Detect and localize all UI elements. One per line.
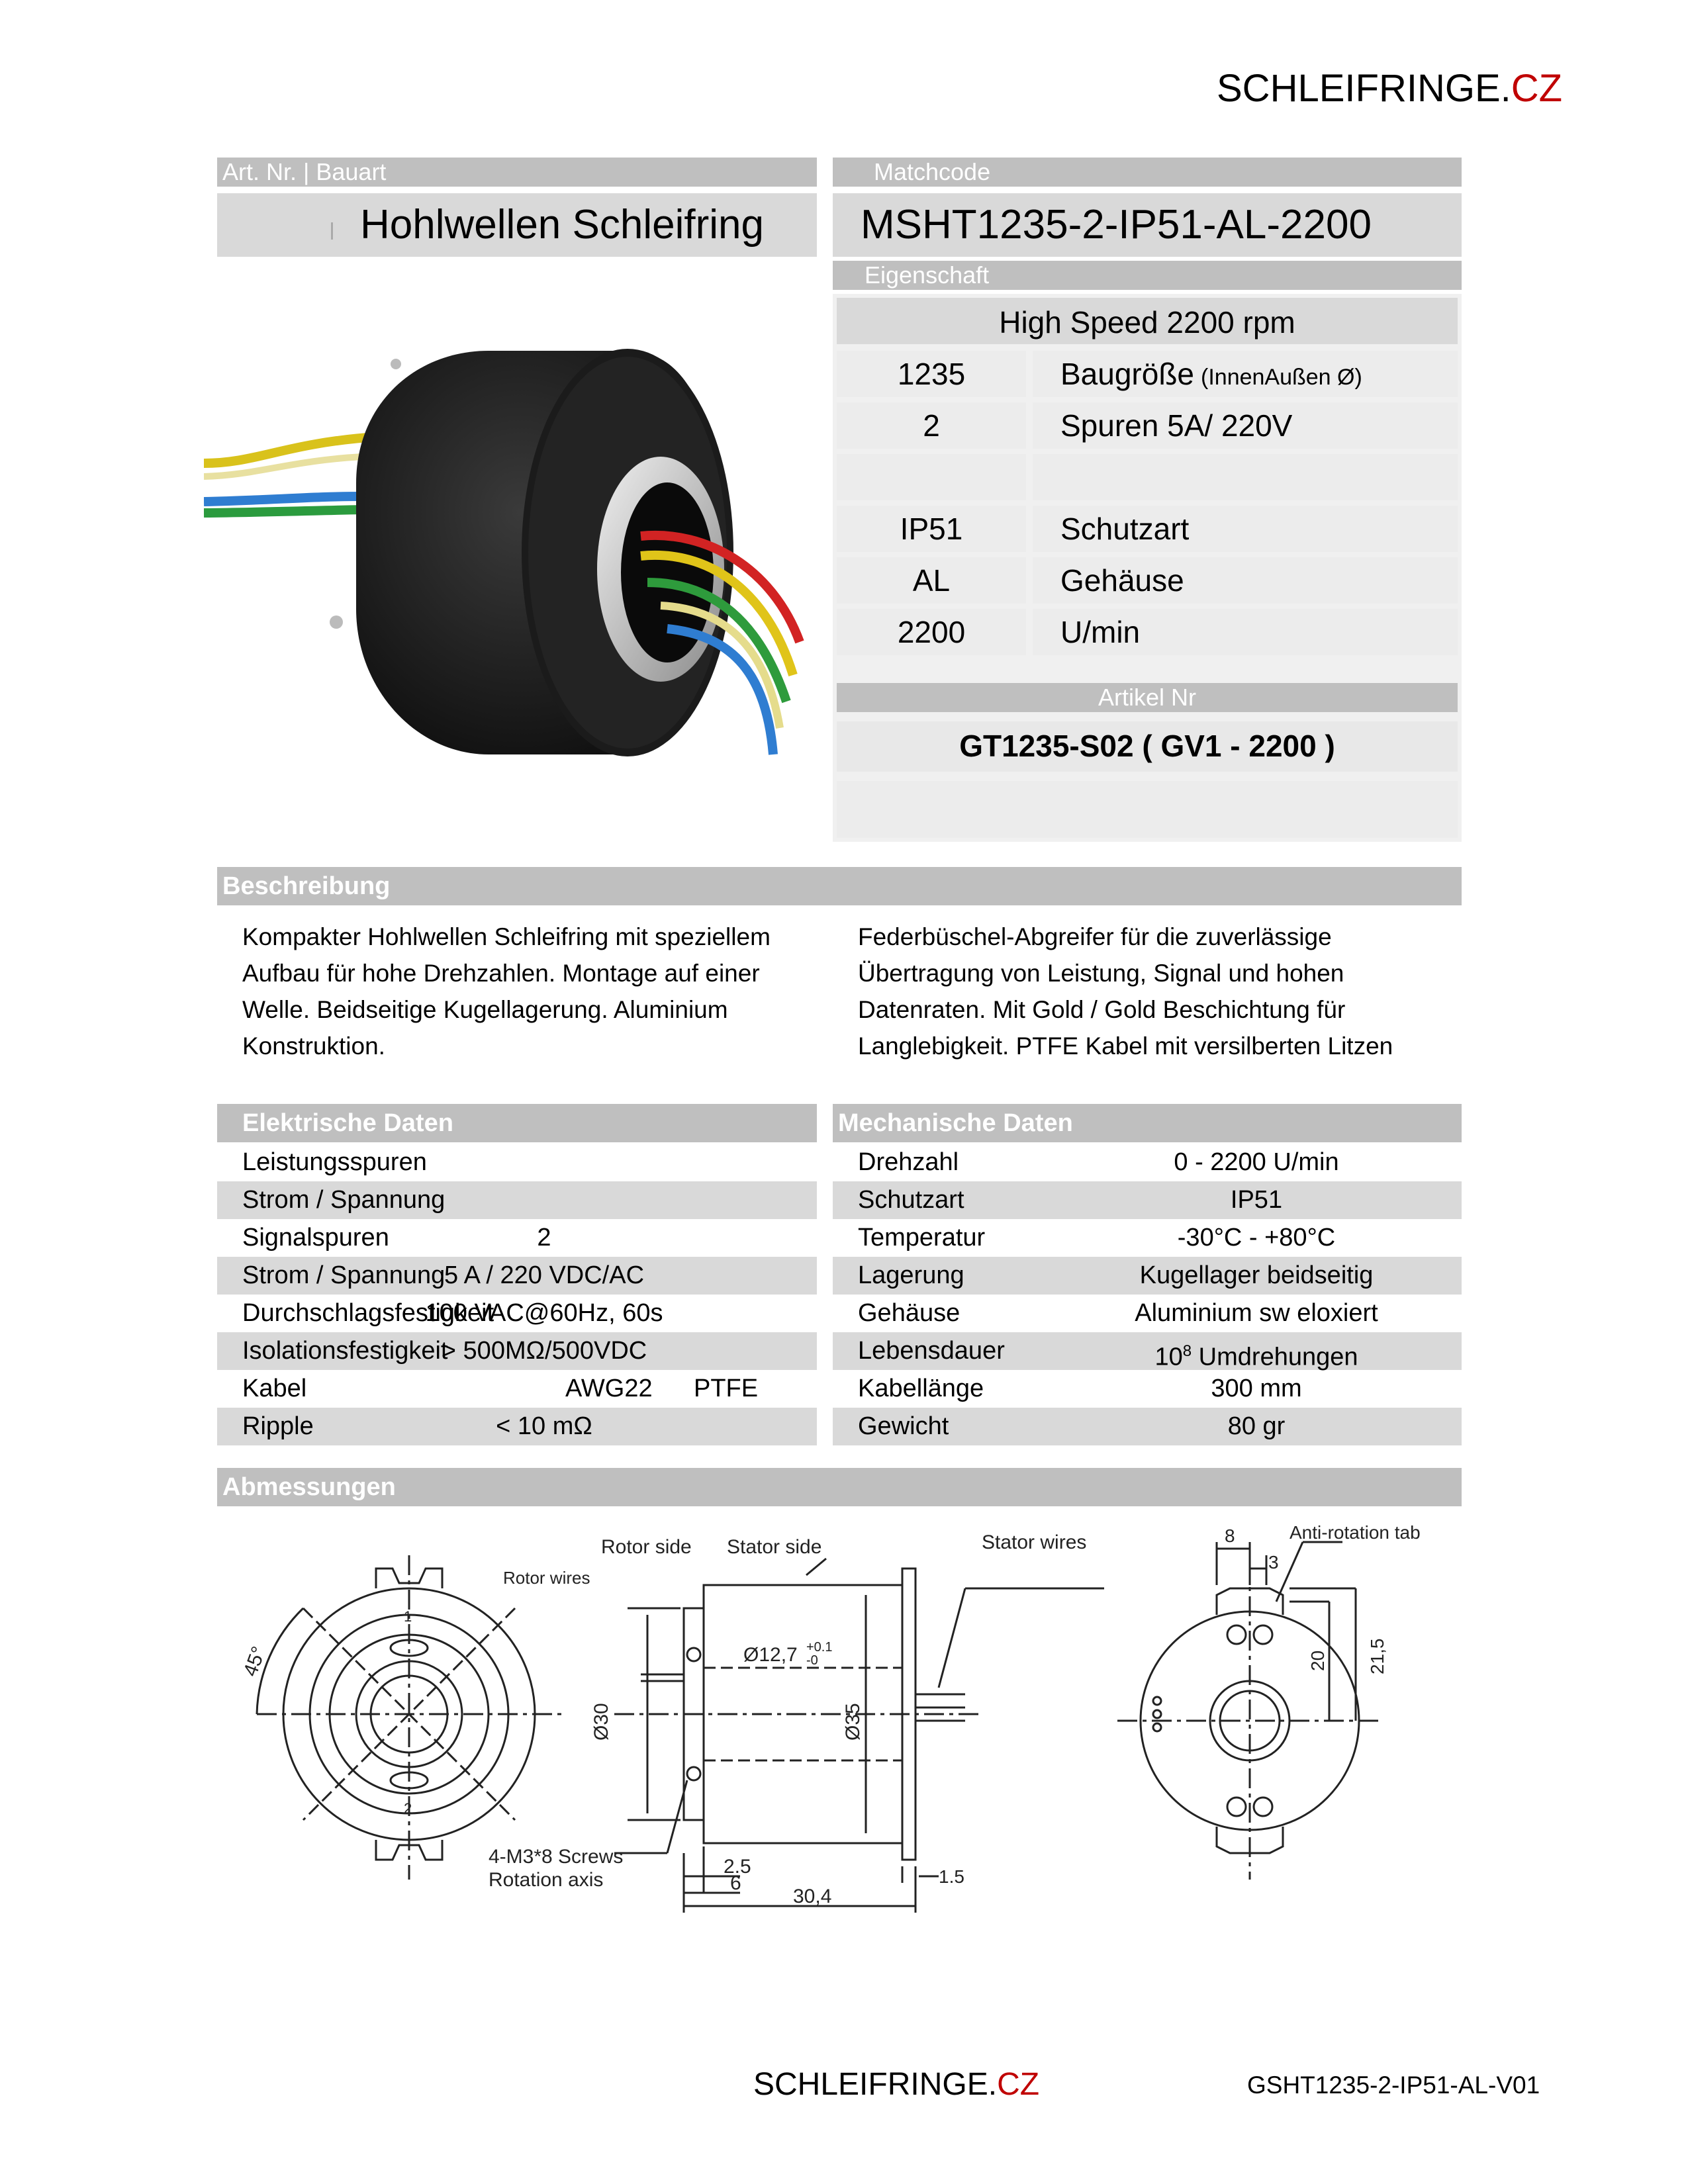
mechanisch-value-text: 80 gr bbox=[1227, 1412, 1286, 1440]
elektrisch-value: 100 VAC@60Hz, 60s bbox=[425, 1299, 663, 1327]
mechanisch-key: Kabellänge bbox=[858, 1375, 984, 1402]
label-anti-rotation: Anti-rotation tab bbox=[1289, 1522, 1421, 1543]
elektrisch-key: Strom / Spannung bbox=[242, 1261, 445, 1289]
elektrisch-row bbox=[217, 1408, 817, 1445]
elektrisch-key: Leistungsspuren bbox=[242, 1148, 427, 1176]
bauart-box bbox=[217, 193, 817, 257]
beschreibung-right bbox=[858, 919, 1393, 1064]
property-code-cell bbox=[837, 557, 1026, 604]
matchcode-label: Matchcode bbox=[874, 158, 991, 185]
label-stator-wires: Stator wires bbox=[982, 1531, 1087, 1553]
product-photo bbox=[204, 331, 820, 781]
property-code: 2 bbox=[923, 408, 940, 443]
property-code: IP51 bbox=[900, 512, 963, 546]
property-label-cell bbox=[1033, 506, 1458, 552]
artikel-label-bar bbox=[837, 683, 1458, 712]
property-code: AL bbox=[912, 563, 951, 598]
label-d12-tol-dn: -0 bbox=[806, 1653, 818, 1668]
property-code-cell bbox=[837, 351, 1026, 397]
property-label-cell bbox=[1033, 609, 1458, 655]
elektrisch-row bbox=[217, 1332, 817, 1370]
mechanisch-value bbox=[1051, 1181, 1462, 1219]
property-note: (InnenAußen Ø) bbox=[1201, 365, 1362, 390]
mechanisch-value-text: 10 bbox=[1154, 1343, 1183, 1371]
mechanisch-value-sup: 8 bbox=[1182, 1342, 1192, 1360]
property-label-cell bbox=[1033, 402, 1458, 449]
mechanisch-value bbox=[1051, 1295, 1462, 1332]
label-dim-21-5: 21,5 bbox=[1367, 1638, 1387, 1674]
mechanisch-key: Temperatur bbox=[858, 1224, 986, 1251]
desc-right-line: Datenraten. Mit Gold / Gold Beschichtung für bbox=[858, 996, 1346, 1023]
mechanisch-row bbox=[833, 1219, 1462, 1257]
artikel-value: GT1235-S02 ( GV1 - 2200 ) bbox=[959, 729, 1335, 763]
label-angle: 45° bbox=[239, 1643, 271, 1680]
property-code-cell bbox=[837, 609, 1026, 655]
label-dim-20: 20 bbox=[1307, 1650, 1328, 1671]
label-d12: Ø12,7 bbox=[743, 1644, 798, 1666]
mechanisch-value-text: -30°C - +80°C bbox=[1177, 1224, 1336, 1251]
property-label-cell bbox=[1033, 351, 1458, 397]
footer-logo-cz: CZ bbox=[997, 2067, 1040, 2102]
label-rotor-wires: Rotor wires bbox=[503, 1568, 590, 1588]
mechanisch-value-text: 0 - 2200 U/min bbox=[1174, 1148, 1339, 1176]
elektrisch-row bbox=[217, 1257, 817, 1295]
product-photo-svg bbox=[204, 331, 820, 781]
eigenschaft-label: Eigenschaft bbox=[865, 261, 990, 289]
mechanisch-value-after: Umdrehungen bbox=[1192, 1343, 1358, 1371]
elektrisch-value: 5 A / 220 VDC/AC bbox=[444, 1261, 645, 1289]
elektrisch-value-2: PTFE bbox=[694, 1375, 759, 1402]
desc-left-line: Konstruktion. bbox=[242, 1032, 385, 1060]
property-label: Gehäuse bbox=[1060, 563, 1184, 598]
elektrisch-row bbox=[217, 1219, 817, 1257]
mechanisch-row bbox=[833, 1295, 1462, 1332]
elektrisch-row bbox=[217, 1370, 817, 1408]
label-dim-1-5: 1.5 bbox=[939, 1866, 964, 1887]
elektrisch-value: 2 bbox=[537, 1224, 551, 1251]
matchcode-value: MSHT1235-2-IP51-AL-2200 bbox=[861, 202, 1372, 248]
speed-headline: High Speed 2200 rpm bbox=[999, 305, 1295, 340]
label-rotor-side: Rotor side bbox=[601, 1536, 692, 1558]
mechanisch-value bbox=[1051, 1144, 1462, 1181]
speed-headline-box bbox=[837, 298, 1458, 344]
elektrisch-key: Isolationsfestigkeit bbox=[242, 1337, 448, 1365]
elektrisch-key: Kabel bbox=[242, 1375, 307, 1402]
artikel-empty-box bbox=[837, 781, 1458, 838]
mechanisch-key: Drehzahl bbox=[858, 1148, 959, 1176]
elektrisch-row bbox=[217, 1295, 817, 1332]
artikel-box bbox=[837, 721, 1458, 772]
beschreibung-bar bbox=[217, 867, 1462, 905]
bauart-divider bbox=[331, 222, 333, 240]
artikel-label: Artikel Nr bbox=[1098, 684, 1196, 711]
desc-left-line: Aufbau für hohe Drehzahlen. Montage auf einer bbox=[242, 960, 760, 987]
property-code-cell bbox=[837, 506, 1026, 552]
elektrisch-row bbox=[217, 1144, 817, 1181]
elektrisch-key: Signalspuren bbox=[242, 1224, 389, 1251]
label-mark-2: 2 bbox=[404, 1800, 412, 1817]
brand-logo-top bbox=[1217, 66, 1562, 111]
mechanisch-value bbox=[1051, 1219, 1462, 1257]
mechanisch-key: Lebensdauer bbox=[858, 1337, 1005, 1365]
elektrisch-title: Elektrische Daten bbox=[242, 1109, 453, 1137]
matchcode-label-bar bbox=[833, 158, 1462, 187]
mechanisch-value-text: Kugellager beidseitig bbox=[1139, 1261, 1374, 1289]
mechanisch-value bbox=[1051, 1257, 1462, 1295]
label-axis: Rotation axis bbox=[489, 1869, 604, 1891]
label-d35: Ø35 bbox=[842, 1703, 864, 1741]
bauart-title: Hohlwellen Schleifring bbox=[360, 202, 764, 248]
desc-right-line: Federbüschel-Abgreifer für die zuverlässige bbox=[858, 923, 1332, 950]
mechanisch-bar bbox=[833, 1104, 1462, 1142]
elektrisch-bar bbox=[217, 1104, 817, 1142]
elektrisch-key: Ripple bbox=[242, 1412, 314, 1440]
mechanisch-row bbox=[833, 1408, 1462, 1445]
mechanisch-value-text: Aluminium sw eloxiert bbox=[1135, 1299, 1378, 1327]
label-dim-8: 8 bbox=[1225, 1525, 1235, 1546]
mechanisch-row bbox=[833, 1181, 1462, 1219]
beschreibung-left bbox=[242, 919, 771, 1064]
desc-right-line: Übertragung von Leistung, Signal und hohen bbox=[858, 960, 1344, 987]
label-stator-side: Stator side bbox=[727, 1536, 822, 1558]
dimension-drawing-svg bbox=[217, 1522, 1462, 1933]
beschreibung-title: Beschreibung bbox=[222, 872, 391, 900]
mechanisch-value-text: IP51 bbox=[1230, 1186, 1283, 1214]
property-label: U/min bbox=[1060, 615, 1141, 649]
property-label-cell bbox=[1033, 454, 1458, 500]
footer-doc-code: GSHT1235-2-IP51-AL-V01 bbox=[1247, 2071, 1540, 2099]
property-label: Schutzart bbox=[1060, 512, 1190, 546]
label-dim-6: 6 bbox=[730, 1872, 741, 1894]
mechanisch-key: Gewicht bbox=[858, 1412, 949, 1440]
property-code-cell bbox=[837, 402, 1026, 449]
artnr-label-bar bbox=[217, 158, 817, 187]
property-code: 2200 bbox=[897, 615, 966, 649]
mechanisch-key: Schutzart bbox=[858, 1186, 964, 1214]
abmessungen-title: Abmessungen bbox=[222, 1473, 396, 1501]
mechanisch-row bbox=[833, 1144, 1462, 1181]
mechanisch-value-text: 300 mm bbox=[1211, 1375, 1302, 1402]
logo-main: SCHLEIFRINGE. bbox=[1217, 67, 1511, 110]
property-code: 1235 bbox=[897, 357, 966, 391]
elektrisch-value: > 500MΩ/500VDC bbox=[441, 1337, 647, 1365]
label-dim-30-4: 30,4 bbox=[793, 1886, 832, 1907]
dimension-drawing bbox=[217, 1522, 1462, 1933]
property-label: Baugröße bbox=[1060, 357, 1195, 391]
elektrisch-key: Durchschlagsfestigkeit bbox=[242, 1299, 494, 1327]
desc-left-line: Kompakter Hohlwellen Schleifring mit speziellem bbox=[242, 923, 771, 950]
footer-logo-main: SCHLEIFRINGE. bbox=[753, 2067, 998, 2102]
label-d30: Ø30 bbox=[590, 1703, 612, 1741]
desc-right-line: Langlebigkeit. PTFE Kabel mit versilberten Litzen bbox=[858, 1032, 1393, 1060]
label-dim-3: 3 bbox=[1268, 1552, 1279, 1572]
elektrisch-value: < 10 mΩ bbox=[496, 1412, 592, 1440]
label-screws: 4-M3*8 Screws bbox=[489, 1846, 624, 1868]
brand-logo-footer bbox=[753, 2066, 1039, 2103]
eigenschaft-label-bar bbox=[833, 261, 1462, 290]
label-d12-tol-up: +0.1 bbox=[806, 1640, 833, 1655]
elektrisch-value: AWG22 bbox=[565, 1375, 653, 1402]
desc-left-line: Welle. Beidseitige Kugellagerung. Aluminium bbox=[242, 996, 728, 1023]
mechanisch-key: Gehäuse bbox=[858, 1299, 961, 1327]
property-label: Spuren 5A/ 220V bbox=[1060, 408, 1293, 443]
mechanisch-title: Mechanische Daten bbox=[838, 1109, 1073, 1137]
mechanisch-key: Lagerung bbox=[858, 1261, 964, 1289]
mechanisch-row bbox=[833, 1257, 1462, 1295]
mechanisch-row bbox=[833, 1370, 1462, 1408]
label-mark-1: 1 bbox=[404, 1608, 412, 1625]
matchcode-box bbox=[833, 193, 1462, 257]
label-dim-2-5: 2.5 bbox=[724, 1856, 751, 1878]
abmessungen-bar bbox=[217, 1468, 1462, 1506]
mechanisch-value bbox=[1051, 1408, 1462, 1445]
logo-cz: CZ bbox=[1511, 67, 1563, 110]
mechanisch-value bbox=[1051, 1370, 1462, 1408]
artnr-label: Art. Nr. | Bauart bbox=[222, 158, 387, 185]
mechanisch-row bbox=[833, 1332, 1462, 1370]
elektrisch-row bbox=[217, 1181, 817, 1219]
property-label-cell bbox=[1033, 557, 1458, 604]
elektrisch-key: Strom / Spannung bbox=[242, 1186, 445, 1214]
property-code-cell bbox=[837, 454, 1026, 500]
